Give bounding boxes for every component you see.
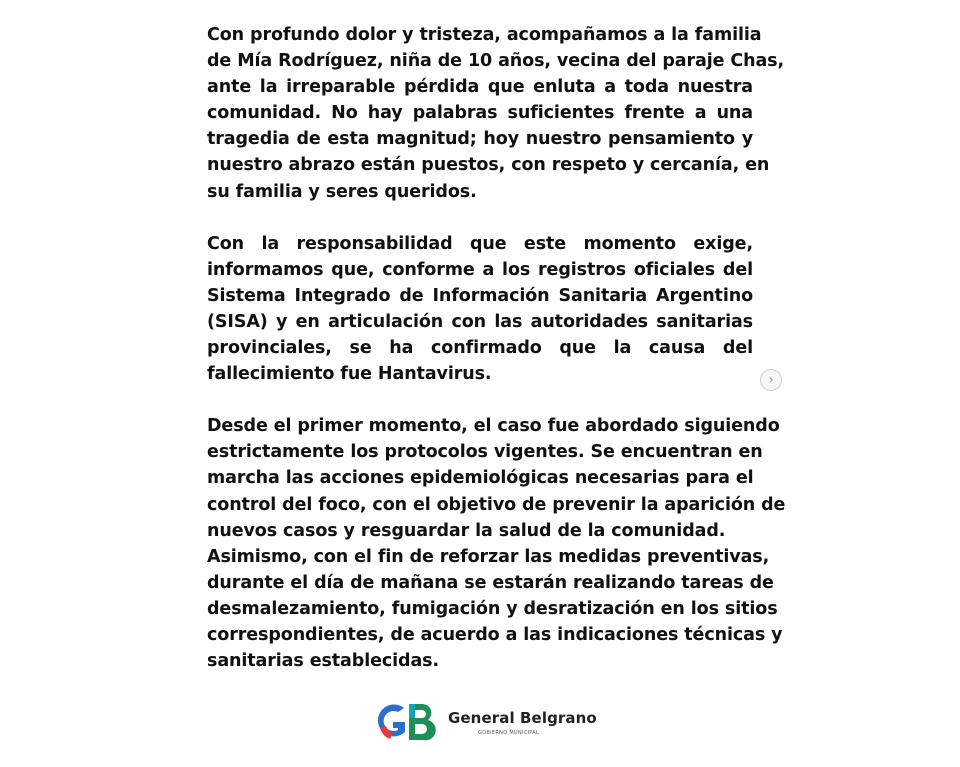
carousel-next-button[interactable] xyxy=(760,369,782,391)
text-line: Con la responsabilidad que este momento exige, xyxy=(207,233,753,254)
paragraph-condolences xyxy=(207,22,785,205)
text-line: nuestro abrazo están puestos, con respeto y cercanía, en xyxy=(207,155,770,176)
paragraph-gap xyxy=(207,205,753,231)
text-line: su familia y seres queridos. xyxy=(207,181,477,202)
text-line: Con profundo dolor y tristeza, acompañamos a la familia xyxy=(207,25,762,45)
chevron-right-icon: › xyxy=(768,372,774,388)
text-line: control del foco, con el objetivo de prevenir la aparición de xyxy=(207,494,786,515)
text-line: provinciales, se ha confirmado que la causa del xyxy=(207,338,753,359)
text-line: estrictamente los protocolos vigentes. Se encuentran en xyxy=(207,442,763,463)
text-line: informamos que, conforme a los registros oficiales del xyxy=(207,259,753,280)
text-line: Desde el primer momento, el caso fue abordado siguiendo xyxy=(207,416,780,437)
text-line: de Mía Rodríguez, niña de 10 años, vecina del paraje Chas, xyxy=(207,51,785,72)
municipality-name: General Belgrano xyxy=(448,708,597,727)
text-line: desmalezamiento, fumigación y desratización en los sitios xyxy=(207,598,778,619)
text-line: fallecimiento fue Hantavirus. xyxy=(207,364,492,385)
logo-text xyxy=(448,709,597,736)
paragraph-confirmation xyxy=(207,231,753,388)
paragraph-gap xyxy=(207,387,753,413)
municipal-logo xyxy=(376,698,597,746)
gb-logo-mark xyxy=(376,698,438,746)
text-line: nuevos casos y resguardar la salud de la comunidad. xyxy=(207,520,726,541)
text-line: marcha las acciones epidemiológicas necesarias para el xyxy=(207,468,754,489)
text-line: (SISA) y en articulación con las autoridades sanitarias xyxy=(207,311,753,332)
text-line: tragedia de esta magnitud; hoy nuestro pensamiento y xyxy=(207,129,753,150)
paragraph-protocols xyxy=(207,413,786,543)
text-line: Sistema Integrado de Información Sanitaria Argentino xyxy=(207,285,753,306)
text-line: sanitarias establecidas. xyxy=(207,651,440,672)
text-line: Asimismo, con el fin de reforzar las medidas preventivas, xyxy=(207,546,770,567)
text-line: comunidad. No hay palabras suficientes frente a una xyxy=(207,103,753,124)
text-line: correspondientes, de acuerdo a las indicaciones técnicas y xyxy=(207,624,783,645)
text-line: durante el día de mañana se estarán realizando tareas de xyxy=(207,572,774,593)
municipality-subtitle: GOBIERNO MUNICIPAL xyxy=(478,729,540,736)
paragraph-preventive-measures xyxy=(207,544,783,674)
text-line: ante la irreparable pérdida que enluta a toda nuestra xyxy=(207,77,753,98)
statement-text xyxy=(207,22,786,674)
